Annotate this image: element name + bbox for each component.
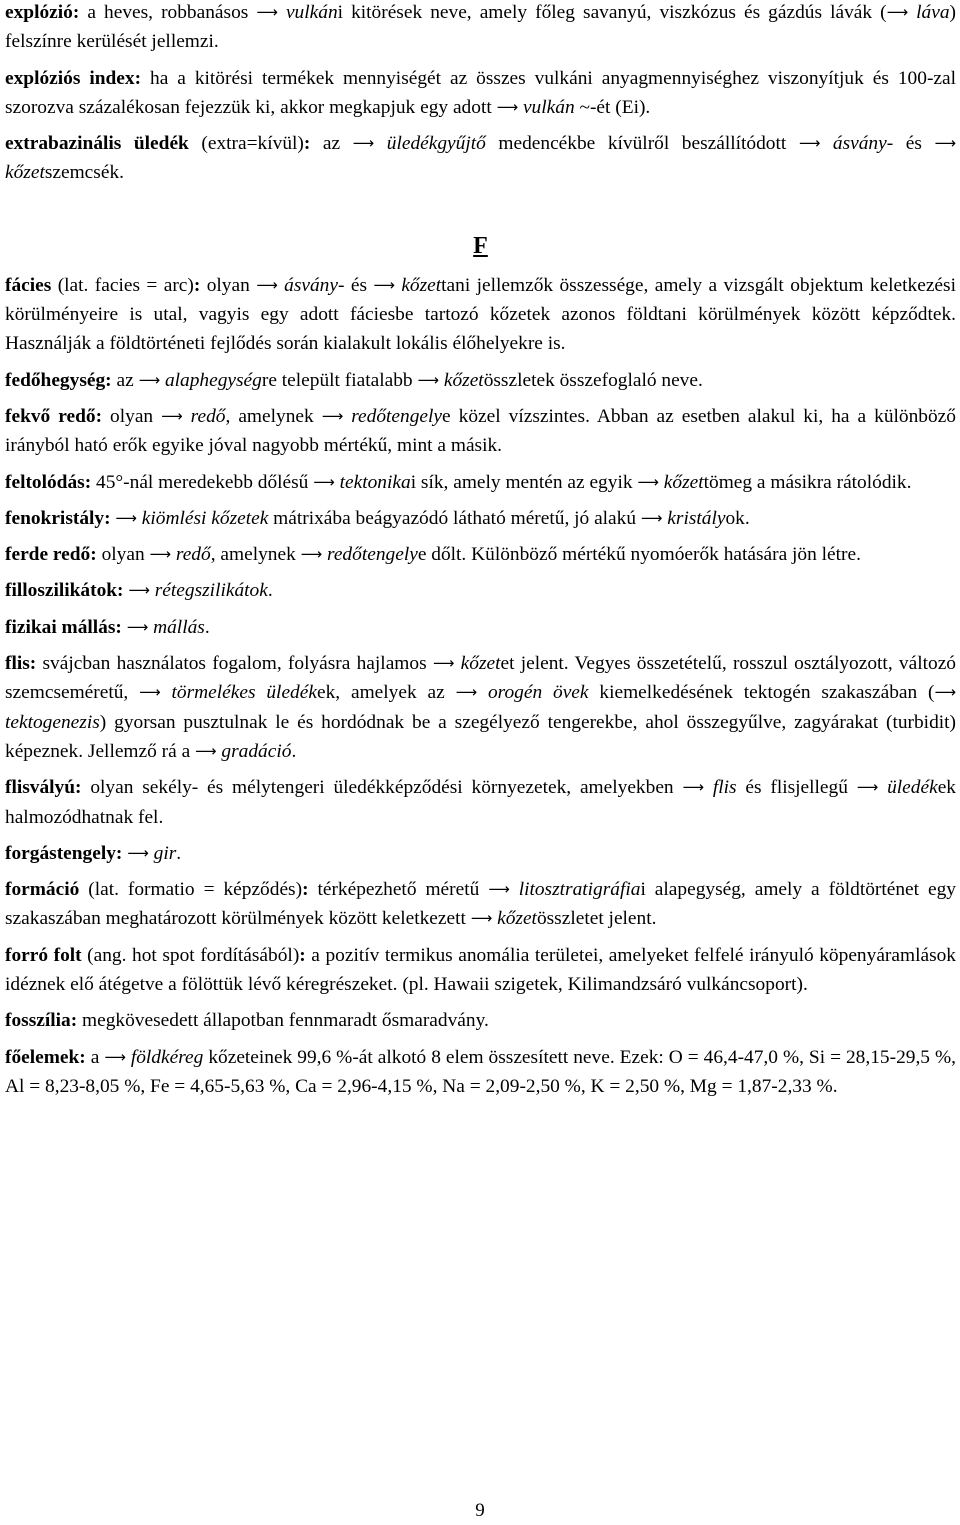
glossary-entry-fosszilia bbox=[5, 1006, 956, 1035]
glossary-entry-ferde-redo bbox=[5, 540, 956, 569]
cross-reference-arrow-icon: ⟶ bbox=[470, 909, 493, 928]
entry-term: filloszilikátok: bbox=[5, 580, 124, 602]
glossary-entry-forgastengely bbox=[5, 839, 956, 868]
entry-text bbox=[908, 2, 916, 23]
entry-text: i kitörések neve, amely főleg savanyú, viszkózus és gázdús lávák ( bbox=[337, 2, 887, 23]
entry-text bbox=[374, 133, 387, 154]
cross-reference-term: mállás bbox=[153, 616, 205, 638]
entry-text bbox=[820, 133, 833, 154]
entry-text: ha a kitörési termékek mennyiségét az összes vulkáni anyagmennyiséghez viszonyítjuk és 100-zal szorozva százalékosan fejezzük ki, akkor megkapjuk egy adott bbox=[5, 67, 956, 118]
cross-reference-term: kristály bbox=[667, 507, 726, 529]
glossary-entry-fedohegyseg bbox=[5, 366, 956, 395]
entry-text: (extra=kívül) bbox=[188, 133, 304, 155]
entry-text: medencékbe kívülről beszállítódott bbox=[485, 133, 799, 155]
cross-reference-term: kiömlési kőzetek bbox=[141, 507, 269, 529]
entry-text: (lat. facies = arc) bbox=[51, 274, 194, 296]
cross-reference-term: rétegszilikátok bbox=[154, 580, 268, 602]
entry-text: összletek összefoglaló neve. bbox=[483, 369, 703, 391]
entry-text: e közel vízszintes. Abban az esetben alakul ki, ha a különböző irányból ható erők egyike jóval nagyobb mértékű, mint a másik. bbox=[5, 405, 956, 457]
entry-text: svájcban használatos fogalom, folyásra hajlamos bbox=[36, 653, 433, 675]
cross-reference-arrow-icon: ⟶ bbox=[138, 370, 161, 389]
entry-text: ek, amelyek az bbox=[316, 682, 456, 704]
entry-term: fácies bbox=[5, 274, 52, 296]
entry-text: i sík, amely mentén az egyik bbox=[410, 471, 638, 493]
entry-term: forró folt bbox=[5, 944, 82, 966]
cross-reference-term: földkéreg bbox=[130, 1046, 204, 1068]
glossary-entry-extrabazinalis-uledek bbox=[5, 129, 956, 188]
entry-text: e dőlt. Különböző mértékű nyomóerők hatására jön létre. bbox=[417, 544, 861, 566]
cross-reference-term: redő bbox=[190, 405, 226, 427]
entry-term: : bbox=[299, 944, 306, 966]
entry-text: az bbox=[111, 369, 139, 391]
cross-reference-term: redőtengely bbox=[327, 544, 418, 566]
entry-term: flis: bbox=[5, 653, 37, 675]
entry-term: forgástengely: bbox=[5, 842, 123, 864]
cross-reference-arrow-icon: ⟶ bbox=[488, 880, 510, 899]
entry-term: fekvő redő: bbox=[5, 405, 103, 427]
cross-reference-arrow-icon: ⟶ bbox=[127, 843, 149, 862]
cross-reference-term: alaphegység bbox=[164, 369, 262, 391]
entry-term: fenokristály: bbox=[5, 507, 111, 529]
cross-reference-term: gir bbox=[153, 842, 177, 864]
entry-text: (ang. hot spot fordításából) bbox=[81, 944, 300, 966]
entry-text bbox=[183, 406, 191, 427]
entry-term: flisvályú: bbox=[5, 777, 82, 799]
cross-reference-arrow-icon: ⟶ bbox=[115, 508, 137, 527]
cross-reference-arrow-icon: ⟶ bbox=[104, 1047, 126, 1066]
page-number: 9 bbox=[475, 1500, 485, 1521]
entry-term: explóziós index: bbox=[5, 67, 142, 89]
entry-text: . bbox=[267, 580, 273, 602]
cross-reference-term: láva bbox=[916, 2, 950, 23]
cross-reference-arrow-icon: ⟶ bbox=[455, 683, 478, 702]
cross-reference-arrow-icon: ⟶ bbox=[373, 275, 395, 294]
entry-text: - és bbox=[337, 274, 374, 296]
entry-term: feltolódás: bbox=[5, 471, 92, 493]
entry-text: - és bbox=[886, 133, 935, 155]
glossary-entries-e bbox=[5, 0, 956, 188]
entry-text: olyan bbox=[96, 544, 150, 566]
entry-text: összletet jelent. bbox=[536, 908, 657, 930]
cross-reference-term: litosztratigráfia bbox=[518, 879, 641, 901]
entry-text: a bbox=[85, 1046, 105, 1068]
entry-text: ) gyorsan pusztulnak le és hordódnak be a szegélyező tengerekbe, ahol összegyűlve, zagyárakat (turbidit) képeznek. Jellemző rá a bbox=[5, 711, 956, 762]
entry-text: az bbox=[310, 133, 353, 155]
entry-text bbox=[878, 777, 887, 798]
glossary-entry-flis bbox=[5, 649, 956, 766]
cross-reference-arrow-icon: ⟶ bbox=[161, 406, 183, 425]
entry-text: . bbox=[204, 616, 210, 638]
glossary-entry-foelemek bbox=[5, 1043, 956, 1102]
cross-reference-arrow-icon: ⟶ bbox=[934, 683, 957, 702]
entry-text bbox=[278, 2, 286, 23]
cross-reference-term: flis bbox=[712, 777, 737, 799]
cross-reference-arrow-icon: ⟶ bbox=[417, 370, 439, 389]
cross-reference-term: orogén övek bbox=[487, 682, 589, 704]
cross-reference-arrow-icon: ⟶ bbox=[886, 3, 909, 21]
cross-reference-term: üledék bbox=[887, 777, 938, 799]
cross-reference-term: vulkán bbox=[285, 2, 338, 23]
entry-text: olyan bbox=[200, 274, 257, 296]
cross-reference-arrow-icon: ⟶ bbox=[352, 134, 375, 153]
entry-text: (lat. formatio = képződés) bbox=[79, 879, 303, 901]
entry-term: fosszília: bbox=[5, 1010, 78, 1032]
cross-reference-arrow-icon: ⟶ bbox=[637, 472, 659, 491]
entry-text: . bbox=[176, 842, 182, 864]
entry-text bbox=[477, 682, 488, 703]
entry-term: : bbox=[302, 879, 309, 901]
cross-reference-arrow-icon: ⟶ bbox=[126, 617, 149, 636]
entry-term: explózió: bbox=[5, 2, 80, 23]
entry-text: megkövesedett állapotban fennmaradt ősmaradvány. bbox=[77, 1010, 489, 1032]
entry-term: fizikai mállás: bbox=[5, 616, 122, 638]
entry-text bbox=[161, 682, 172, 703]
cross-reference-term: kőzet bbox=[460, 653, 501, 675]
entry-text: tani jellemzők összessége, amely a vizsgált objektum keletkezési körülményeire is utal, vagyis egy adott fáciesbe tartozó kőzetek azonos földtani körülmények között képződtek. Használják a földtörténeti fejlődés során kialakult lokális élőhelyekre is. bbox=[5, 274, 956, 355]
glossary-entry-formacio bbox=[5, 875, 956, 934]
cross-reference-arrow-icon: ⟶ bbox=[313, 472, 335, 491]
cross-reference-arrow-icon: ⟶ bbox=[128, 581, 150, 600]
cross-reference-arrow-icon: ⟶ bbox=[195, 741, 217, 760]
glossary-entries-f bbox=[5, 271, 956, 1101]
cross-reference-arrow-icon: ⟶ bbox=[256, 275, 278, 294]
entry-text: térképezhető méretű bbox=[308, 879, 489, 901]
cross-reference-arrow-icon: ⟶ bbox=[856, 778, 879, 797]
cross-reference-term: tektogenezis bbox=[5, 711, 100, 733]
cross-reference-arrow-icon: ⟶ bbox=[798, 134, 821, 153]
entry-text: és flisjellegű bbox=[736, 777, 857, 799]
cross-reference-term: tektonika bbox=[339, 471, 411, 493]
cross-reference-term: törmelékes üledék bbox=[171, 682, 317, 704]
cross-reference-arrow-icon: ⟶ bbox=[682, 778, 704, 797]
entry-text: i alapegység, amely a földtörténet egy szakaszában meghatározott körülmények között keletkezett bbox=[5, 879, 956, 930]
entry-text: , amelynek bbox=[210, 544, 301, 566]
entry-text bbox=[510, 879, 519, 900]
cross-reference-arrow-icon: ⟶ bbox=[139, 683, 161, 702]
entry-text: kiemelkedésének tektogén szakaszában ( bbox=[588, 682, 935, 704]
cross-reference-term: gradáció bbox=[221, 740, 292, 762]
glossary-entry-explozios-index bbox=[5, 64, 956, 123]
entry-term: extrabazinális üledék bbox=[5, 133, 189, 155]
entry-text: re települt fiatalabb bbox=[261, 369, 418, 391]
entry-text: kőzeteinek 99,6 %-át alkotó 8 elem összesített neve. Ezek: O = 46,4-47,0 %, Si = 28,15-29,5 %, Al = 8,23-8,05 %, Fe = 4,65-5,63 %, Ca = 2,96-4,15 %, Na = 2,09-2,50 %, K = 2,50 %, Mg = 1,87-2,33 %. bbox=[5, 1046, 956, 1097]
entry-term: főelemek: bbox=[5, 1046, 86, 1068]
cross-reference-term: kőzet bbox=[401, 274, 442, 296]
cross-reference-term: kőzet bbox=[497, 908, 537, 930]
entry-text: szemcsék. bbox=[44, 162, 124, 184]
section-letter-heading: F bbox=[473, 232, 488, 259]
entry-term: formáció bbox=[5, 879, 80, 901]
glossary-entry-fenokristaly bbox=[5, 504, 956, 533]
entry-text: et jelent. Vegyes összetételű, rosszul osztályozott, változó szemcseméretű, bbox=[5, 653, 956, 704]
cross-reference-term: vulkán bbox=[522, 96, 575, 118]
glossary-entry-filloszilikatok bbox=[5, 576, 956, 605]
entry-text: ek halmozódhatnak fel. bbox=[5, 777, 957, 828]
cross-reference-arrow-icon: ⟶ bbox=[934, 134, 956, 153]
glossary-entry-feltolodas bbox=[5, 468, 956, 497]
glossary-entry-fekvo-redo bbox=[5, 402, 956, 461]
glossary-entry-forro-folt bbox=[5, 941, 956, 1000]
cross-reference-term: kőzet bbox=[663, 471, 704, 493]
cross-reference-arrow-icon: ⟶ bbox=[321, 406, 344, 425]
entry-text: olyan sekély- és mélytengeri üledékképződési környezetek, amelyekben bbox=[81, 777, 683, 799]
entry-text: mátrixába beágyazódó látható méretű, jó alakú bbox=[268, 507, 641, 529]
entry-text: tömeg a másikra rátolódik. bbox=[703, 471, 912, 493]
cross-reference-term: redő bbox=[175, 544, 211, 566]
entry-text: ok. bbox=[725, 507, 750, 529]
entry-term: ferde redő: bbox=[5, 544, 97, 566]
glossary-entry-flisvalyu bbox=[5, 773, 956, 832]
cross-reference-arrow-icon: ⟶ bbox=[256, 3, 278, 21]
cross-reference-term: kőzet bbox=[5, 162, 45, 184]
entry-term: : bbox=[303, 133, 311, 155]
entry-term: : bbox=[193, 274, 201, 296]
cross-reference-arrow-icon: ⟶ bbox=[149, 545, 172, 564]
cross-reference-term: ásvány bbox=[832, 133, 887, 155]
entry-text: a heves, robbanásos bbox=[79, 2, 257, 23]
glossary-entry-explozio bbox=[5, 0, 956, 57]
entry-text: ) felszínre kerülését jellemzi. bbox=[5, 2, 957, 53]
cross-reference-arrow-icon: ⟶ bbox=[640, 508, 663, 527]
glossary-entry-facies bbox=[5, 271, 956, 359]
entry-text: a pozitív termikus anomália területei, amelyeket felfelé irányuló köpenyáramlások idéznek elő átégetve a fölöttük lévő kéregrészeket. (pl. Hawaii szigetek, Kilimandzsáró vulkáncsoport). bbox=[5, 944, 957, 996]
cross-reference-term: ásvány bbox=[284, 274, 338, 296]
glossary-entry-fizikai-mallas bbox=[5, 613, 956, 642]
entry-text: , amelynek bbox=[225, 405, 322, 427]
entry-term: fedőhegység: bbox=[5, 369, 112, 391]
entry-text: ~-ét (Ei). bbox=[574, 96, 651, 118]
cross-reference-term: üledékgyűjtő bbox=[386, 133, 486, 155]
entry-text: olyan bbox=[102, 405, 162, 427]
cross-reference-term: kőzet bbox=[443, 369, 484, 391]
entry-text: 45°-nál meredekebb dőlésű bbox=[91, 471, 314, 493]
cross-reference-term: redőtengely bbox=[351, 405, 443, 427]
cross-reference-arrow-icon: ⟶ bbox=[300, 545, 323, 564]
cross-reference-arrow-icon: ⟶ bbox=[432, 654, 455, 673]
entry-text bbox=[704, 777, 713, 798]
cross-reference-arrow-icon: ⟶ bbox=[496, 97, 519, 116]
entry-text: . bbox=[291, 740, 297, 762]
